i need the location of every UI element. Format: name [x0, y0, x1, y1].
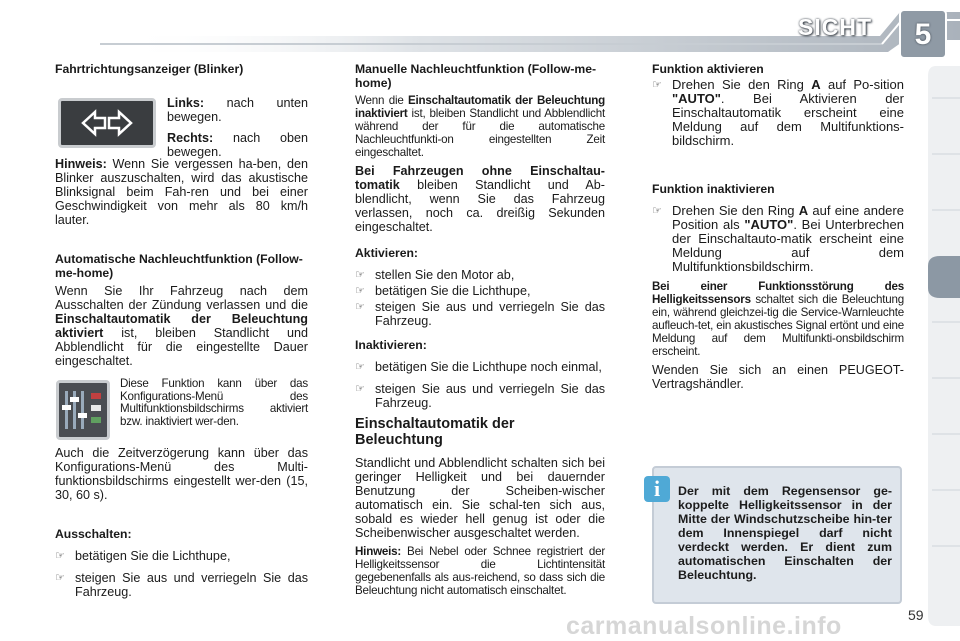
info-box-text: Der mit dem Regensensor ge-koppelte Helligkeitssensor in der Mitte der Windschutzscheibe hin-ter dem Innenspiegel darf nicht verdeckt werden. Er dient zum automatischen Einschalten der Beleuchtung. [678, 484, 892, 582]
p3-text: Standlicht und Abblendlicht schalten sich bei geringer Helligkeit und bei dauernder Benutzung der Scheiben-wischer automatisch ein. Sie schal-ten sich aus, sobald es wieder hell genug ist oder die Scheibenwischer ausgeschaltet werden. [355, 456, 605, 540]
turn-signal-icon [58, 98, 156, 148]
inaktivieren-step: ☞ Drehen Sie den Ring A auf eine andere Position als "AUTO". Bei Unterbrechen der Einschaltauto-matik erscheint eine Meldung auf dem Multifunktionsbildschirm. [652, 203, 904, 274]
pointing-hand-icon: ☞ [652, 205, 662, 217]
pointing-hand-icon: ☞ [55, 550, 65, 562]
inaktivieren-bullet-1: ☞ betätigen Sie die Lichthupe noch einmal, [355, 360, 602, 374]
p1-post: ist, bleiben Standlicht und Abblendlicht während der für die automatische Nachleuchtfunkti-on eingestellten Zeit eingeschaltet. [355, 107, 606, 159]
hinweis-label: Hinweis: [55, 157, 107, 171]
page-number: 59 [908, 607, 924, 623]
hinweis-text: Wenn Sie vergessen ha-ben, den Blinker auszuschalten, wird das akustische Blinksignal beim Fah-ren und bei einer Geschwindigkeit von mehr als 80 km/h lauter. [55, 157, 308, 227]
auto-text-pre: Wenn Sie Ihr Fahrzeug nach dem Ausschalten der Zündung verlassen und die [55, 284, 308, 312]
pointing-hand-icon: ☞ [55, 572, 65, 584]
p2-bold: Bei Fahrzeugen ohne Einschaltau-tomatik [355, 164, 605, 192]
heading-funktion-inaktivieren: Funktion inaktivieren [652, 182, 775, 196]
info-icon: i [644, 476, 670, 502]
aktivieren-bullet-2: ☞ betätigen Sie die Lichthupe, [355, 284, 531, 298]
chapter-number: 5 [914, 18, 932, 51]
hinweis2-label: Hinweis: [355, 545, 402, 558]
heading-inaktivieren: Inaktivieren: [355, 338, 427, 352]
column-1 [55, 62, 308, 84]
heading-funktion-aktivieren: Funktion aktivieren [652, 62, 764, 76]
chapter-title: SICHT [798, 14, 872, 40]
auto-text-post: ist, bleiben Standlicht und Abblendlicht für die eingestellte Dauer eingeschaltet. [55, 326, 309, 368]
inaktivieren-bullet-2: ☞ steigen Sie aus und verriegeln Sie das Fahrzeug. [355, 382, 605, 410]
sensor-fault-bold: Bei einer Funktionsstörung des Helligkeitssensors [652, 280, 904, 306]
auto-text-bold: Einschaltautomatik der Beleuchtung aktiviert [55, 312, 308, 340]
pointing-hand-icon: ☞ [355, 361, 365, 373]
menu-note [120, 378, 308, 433]
p1-pre: Wenn die [355, 94, 404, 107]
heading-manual-follow-me: Manuelle Nachleuchtfunktion (Follow-me-home) [355, 62, 597, 90]
aktivieren-step: ☞ Drehen Sie den Ring A auf Po-sition "AUTO". Bei Aktivieren der Einschaltautomatik erscheint eine Meldung auf dem Multifunktions-bildschirm. [652, 77, 904, 148]
links-label: Links: [167, 96, 205, 110]
dealer-text: Wenden Sie sich an einen PEUGEOT-Vertragshändler. [652, 363, 904, 391]
heading-ausschalten: Ausschalten: [55, 527, 132, 541]
pointing-hand-icon: ☞ [355, 285, 365, 297]
pointing-hand-icon: ☞ [652, 79, 662, 91]
ausschalten-bullet-2: ☞ steigen Sie aus und verriegeln Sie das Fahrzeug. [55, 571, 308, 599]
pointing-hand-icon: ☞ [355, 269, 365, 281]
links-text: nach unten bewegen. [167, 96, 309, 124]
heading-auto-follow-me: Automatische Nachleuchtfunktion (Follow-me-home) [55, 252, 303, 280]
p2-post: bleiben Standlicht und Ab-blendlicht, wenn Sie das Fahrzeug verlassen, noch ca. dreißig Sekunden eingeschaltet. [355, 178, 605, 234]
rechts-label: Rechts: [167, 131, 214, 145]
multifunction-menu-icon [56, 380, 110, 440]
rechts-text: nach oben bewegen. [167, 131, 309, 159]
menu-note-text: Diese Funktion kann über das Konfigurations-Menü des Multifunktionsbildschirms aktiviert bzw. inaktiviert wer-den. [120, 377, 308, 428]
column-2 [355, 62, 605, 602]
pointing-hand-icon: ☞ [355, 383, 365, 395]
delay-text: Auch die Zeitverzögerung kann über das Konfigurations-Menü des Multi-funktionsbildschirms eingestellt wer-den (15, 30, 60 s). [55, 446, 308, 502]
p1-bold: Einschaltautomatik der Beleuchtung inaktiviert [355, 94, 605, 120]
column-1-lower [55, 446, 308, 604]
aktivieren-bullet-1: ☞ stellen Sie den Motor ab, [355, 268, 515, 282]
chapter-side-tabs [922, 66, 960, 626]
watermark: carmanualsonline.info [566, 612, 842, 640]
heading-aktivieren: Aktivieren: [355, 246, 418, 260]
hinweis2-text: Bei Nebel oder Schnee registriert der Helligkeitssensor die Lichtintensität gegebenenfalls als aus-reichend, so dass sich die Beleuchtung nicht automatisch einschaltet. [355, 545, 605, 597]
info-box [652, 466, 902, 604]
column-1-signal-text [167, 96, 308, 164]
column-1-body [55, 157, 308, 373]
section-title-einschaltautomatik: Einschaltautomatik der Beleuchtung [355, 416, 515, 448]
sensor-fault-text: schaltet sich die Beleuchtung ein, während gleichzei-tig die Service-Warnleuchte aufleuch-tet, ein akustisches Signal ertönt und eine Meldung auf dem Multifunkti-onsbildschirm erscheint. [652, 293, 904, 358]
heading-blinker: Fahrtrichtungsanzeiger (Blinker) [55, 62, 244, 76]
aktivieren-bullet-3: ☞ steigen Sie aus und verriegeln Sie das Fahrzeug. [355, 300, 605, 328]
column-3 [652, 62, 904, 396]
ausschalten-bullet-1: ☞ betätigen Sie die Lichthupe, [55, 549, 231, 563]
pointing-hand-icon: ☞ [355, 301, 365, 313]
